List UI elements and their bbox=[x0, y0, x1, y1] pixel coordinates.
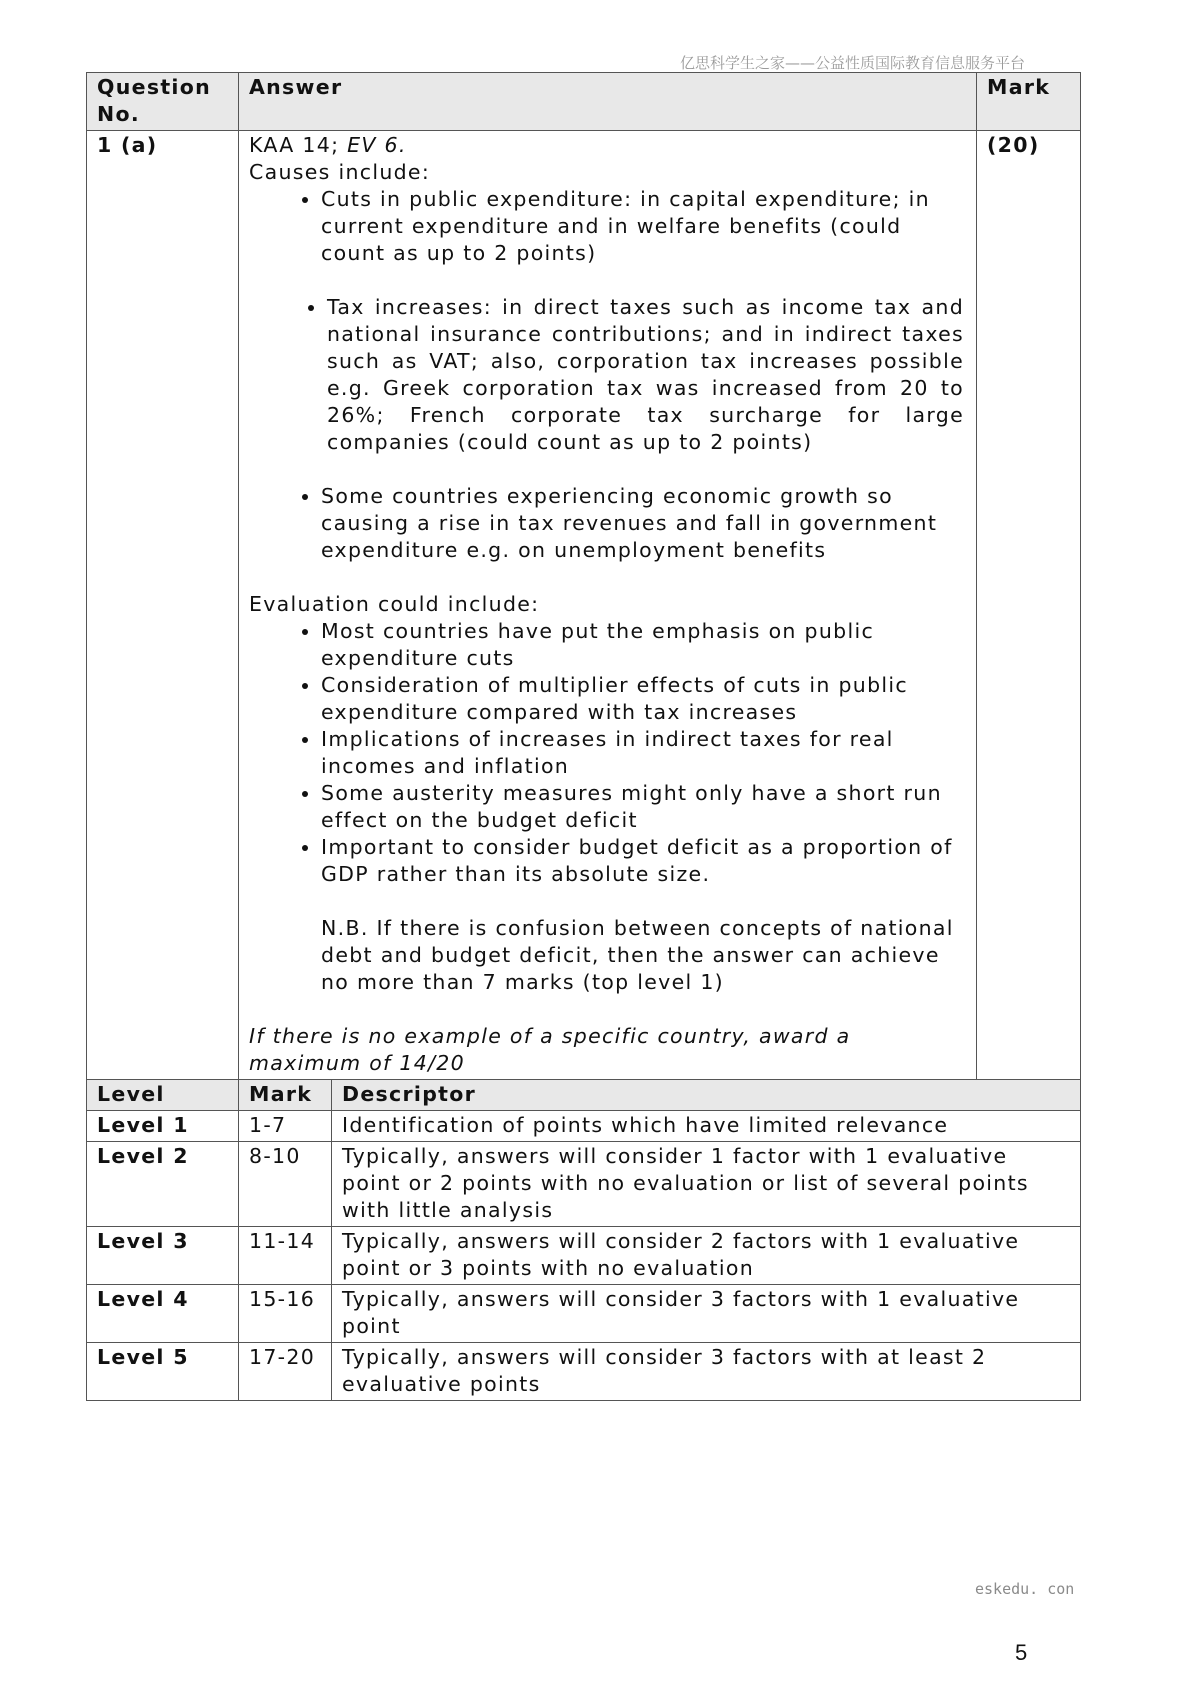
watermark-text: 亿思科学生之家——公益性质国际教育信息服务平台 bbox=[680, 54, 1026, 72]
levels-header-descriptor: Descriptor bbox=[332, 1080, 1081, 1111]
level-mark: 1-7 bbox=[239, 1111, 332, 1142]
level-descriptor: Typically, answers will consider 2 factors with 1 evaluative point or 3 points with no evaluation bbox=[332, 1227, 1081, 1285]
cause-item: • Tax increases: in direct taxes such as income tax and national insurance contributions; and in indirect taxes such as VAT; also, corporation tax increases possible e.g. Greek corporation tax was increased from 20 to 26%; French corporate tax surcharge for large companies (could count as up to 2 points) bbox=[327, 294, 964, 456]
level-name: Level 2 bbox=[87, 1142, 239, 1227]
level-row bbox=[87, 1285, 1081, 1343]
header-answer: Answer bbox=[239, 73, 977, 131]
evaluation-item: • Most countries have put the emphasis on public expenditure cuts bbox=[321, 618, 966, 672]
question-number: 1 (a) bbox=[87, 131, 239, 1080]
levels-header-row bbox=[87, 1080, 1081, 1111]
question-reference bbox=[249, 132, 966, 159]
no-example-note: If there is no example of a specific country, award a maximum of 14/20 bbox=[249, 1024, 851, 1075]
level-name: Level 3 bbox=[87, 1227, 239, 1285]
nb-note: N.B. If there is confusion between concepts of national debt and budget deficit, then the answer can achieve no more than 7 marks (top level 1) bbox=[321, 916, 954, 994]
level-row bbox=[87, 1142, 1081, 1227]
evaluation-heading: Evaluation could include: bbox=[249, 592, 540, 616]
level-descriptor: Typically, answers will consider 1 factor with 1 evaluative point or 2 points with no evaluation or list of several points with little analysis bbox=[332, 1142, 1081, 1227]
level-descriptor: Typically, answers will consider 3 factors with 1 evaluative point bbox=[332, 1285, 1081, 1343]
level-row bbox=[87, 1227, 1081, 1285]
evaluation-item: • Implications of increases in indirect taxes for real incomes and inflation bbox=[321, 726, 966, 780]
evaluation-item: • Some austerity measures might only have a short run effect on the budget deficit bbox=[321, 780, 966, 834]
levels-header-level: Level bbox=[87, 1080, 239, 1111]
cause-item: • Cuts in public expenditure: in capital expenditure; in current expenditure and in welfare benefits (could count as up to 2 points) bbox=[321, 186, 966, 267]
level-mark: 17-20 bbox=[239, 1343, 332, 1401]
causes-list bbox=[249, 186, 966, 267]
level-mark: 8-10 bbox=[239, 1142, 332, 1227]
level-name: Level 4 bbox=[87, 1285, 239, 1343]
level-mark: 15-16 bbox=[239, 1285, 332, 1343]
answer-cell bbox=[239, 131, 977, 1080]
table-header-row bbox=[87, 73, 1081, 131]
levels-header-mark: Mark bbox=[239, 1080, 332, 1111]
level-mark: 11-14 bbox=[239, 1227, 332, 1285]
header-question-no: Question No. bbox=[87, 73, 239, 131]
footer-site-text: eskedu. con bbox=[975, 1580, 1075, 1598]
evaluation-list bbox=[249, 618, 966, 888]
level-name: Level 5 bbox=[87, 1343, 239, 1401]
causes-list bbox=[249, 294, 964, 456]
header-mark: Mark bbox=[977, 73, 1081, 131]
level-row bbox=[87, 1111, 1081, 1142]
causes-heading: Causes include: bbox=[249, 160, 431, 184]
cause-item: • Some countries experiencing economic growth so causing a rise in tax revenues and fall in government expenditure e.g. on unemployment benefits bbox=[321, 483, 966, 564]
page-number: 5 bbox=[1015, 1640, 1028, 1665]
ref-kaa: KAA 14; bbox=[249, 133, 340, 157]
level-name: Level 1 bbox=[87, 1111, 239, 1142]
ref-ev: EV 6. bbox=[347, 133, 407, 157]
evaluation-item: • Important to consider budget deficit as a proportion of GDP rather than its absolute size. bbox=[321, 834, 966, 888]
level-descriptor: Typically, answers will consider 3 factors with at least 2 evaluative points bbox=[332, 1343, 1081, 1401]
level-row bbox=[87, 1343, 1081, 1401]
question-row bbox=[87, 131, 1081, 1080]
level-descriptor: Identification of points which have limited relevance bbox=[332, 1111, 1081, 1142]
causes-list bbox=[249, 483, 966, 564]
question-mark: (20) bbox=[977, 131, 1081, 1080]
evaluation-item: • Consideration of multiplier effects of cuts in public expenditure compared with tax increases bbox=[321, 672, 966, 726]
mark-scheme-table bbox=[86, 72, 1081, 1401]
